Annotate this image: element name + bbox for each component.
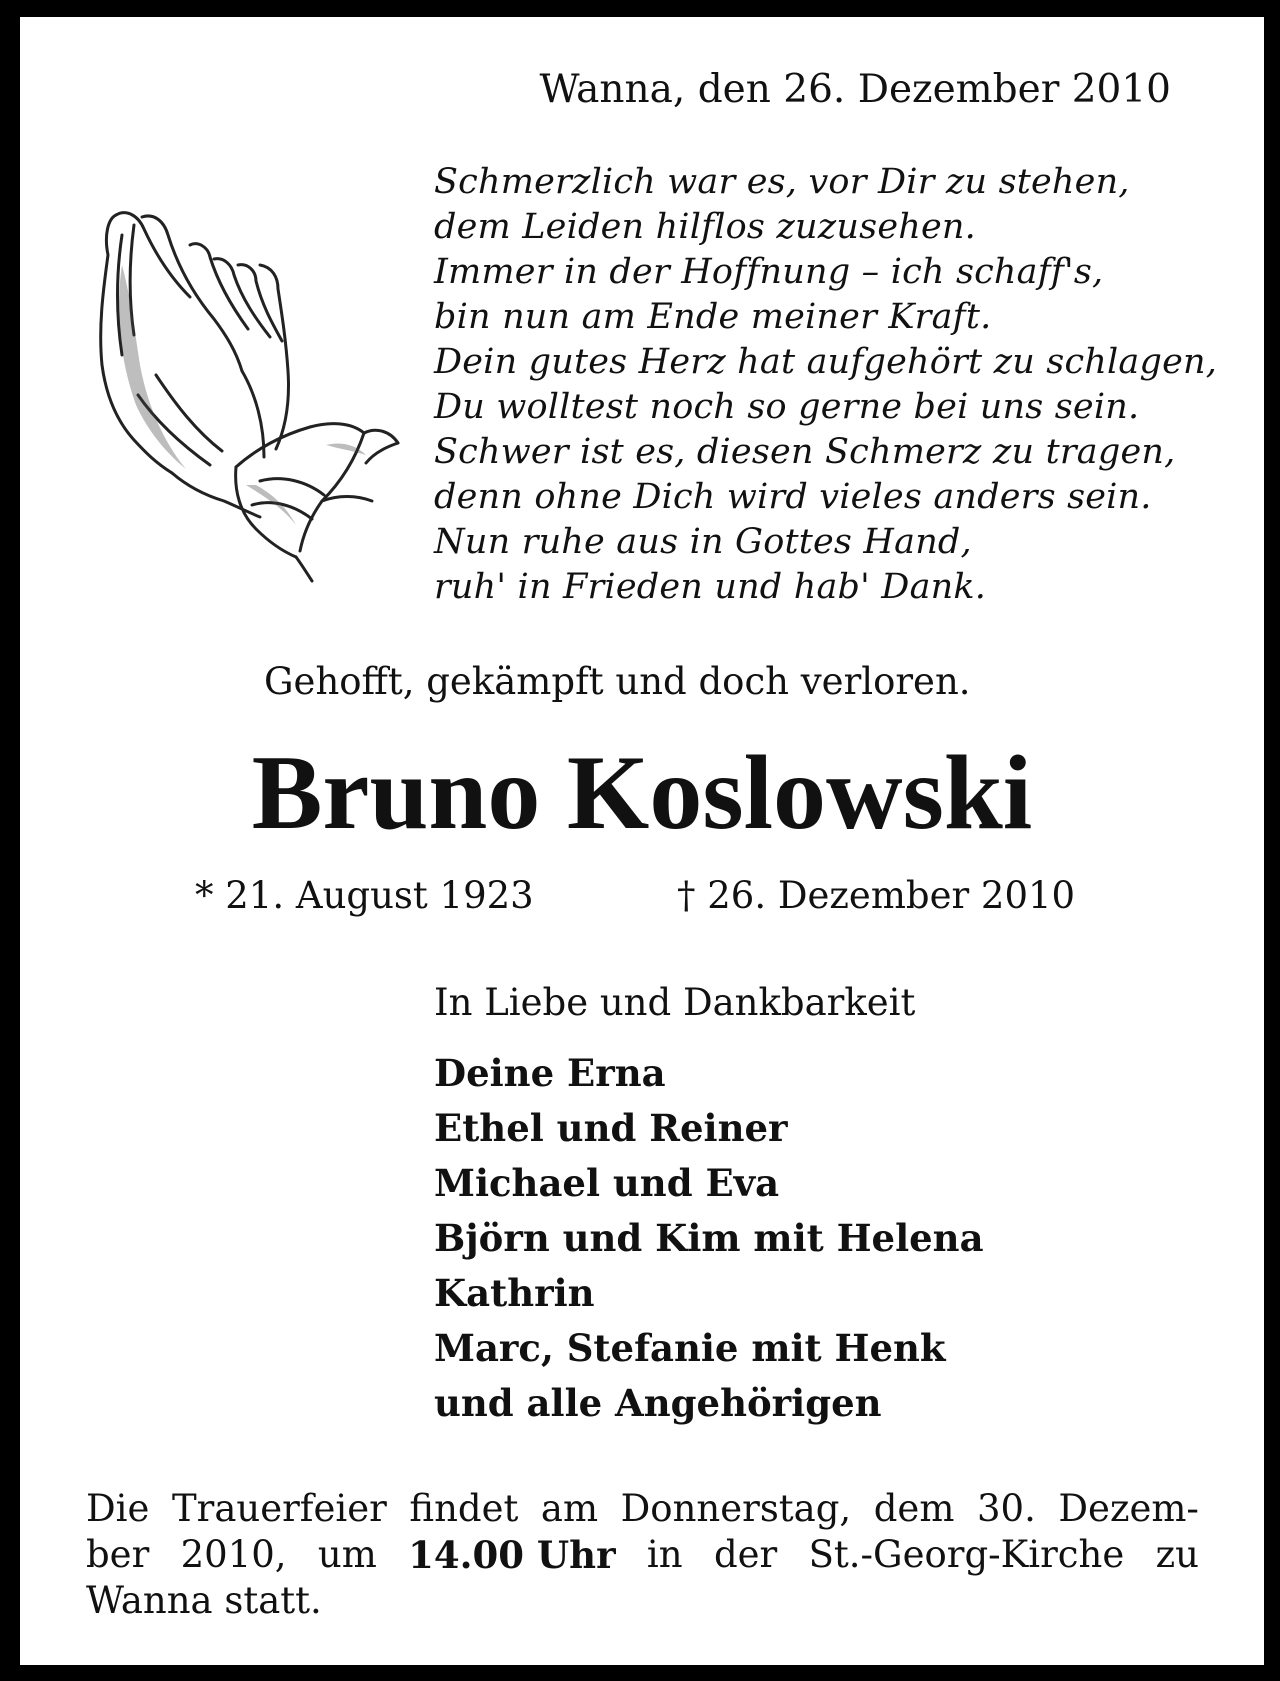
funeral-word: 30. bbox=[976, 1487, 1036, 1530]
funeral-word: am bbox=[540, 1487, 599, 1530]
funeral-word: Dezem- bbox=[1058, 1487, 1199, 1530]
funeral-word: Die bbox=[86, 1487, 150, 1530]
funeral-word: ber bbox=[86, 1533, 150, 1576]
funeral-word: Donnerstag, bbox=[620, 1487, 852, 1530]
poem-line: bin nun am Ende meiner Kraft. bbox=[434, 297, 992, 337]
poem bbox=[434, 160, 1217, 610]
poem-line: denn ohne Dich wird vieles anders sein. bbox=[434, 477, 1152, 517]
funeral-word: zu bbox=[1155, 1533, 1199, 1576]
poem-line: Schwer ist es, diesen Schmerz zu tragen, bbox=[434, 432, 1176, 472]
mourner-name: Deine Erna bbox=[434, 1051, 666, 1095]
mourner-name: Kathrin bbox=[434, 1271, 595, 1315]
funeral-word: findet bbox=[409, 1487, 519, 1530]
poem-line: dem Leiden hilflos zuzusehen. bbox=[434, 207, 976, 247]
funeral-word: dem bbox=[873, 1487, 955, 1530]
mourner-name: Björn und Kim mit Helena bbox=[434, 1216, 984, 1260]
funeral-word: Trauerfeier bbox=[171, 1487, 387, 1530]
mourner-name: Michael und Eva bbox=[434, 1161, 780, 1205]
poem-line: Nun ruhe aus in Gottes Hand, bbox=[434, 522, 972, 562]
deceased-name: Bruno Koslowski bbox=[251, 734, 1033, 851]
funeral-place: Wanna statt. bbox=[86, 1579, 322, 1622]
funeral-line-1 bbox=[86, 1486, 1199, 1532]
funeral-time: 14.00 Uhr bbox=[408, 1533, 616, 1577]
obituary-notice bbox=[20, 17, 1264, 1665]
funeral-line-3 bbox=[86, 1578, 1199, 1624]
poem-line: Du wolltest noch so gerne bei uns sein. bbox=[434, 387, 1140, 427]
funeral-word: St.-Georg-Kirche bbox=[808, 1533, 1125, 1576]
funeral-word: um bbox=[317, 1533, 377, 1576]
mourner-name: Marc, Stefanie mit Henk bbox=[434, 1326, 946, 1370]
poem-line: Schmerzlich war es, vor Dir zu stehen, bbox=[434, 162, 1130, 202]
poem-line: Dein gutes Herz hat aufgehört zu schlagen, bbox=[434, 342, 1218, 382]
poem-line: Immer in der Hoffnung – ich schaff's, bbox=[434, 252, 1104, 292]
birth-date: * 21. August 1923 bbox=[195, 874, 534, 917]
mourner-name: Ethel und Reiner bbox=[434, 1106, 788, 1150]
dateline: Wanna, den 26. Dezember 2010 bbox=[539, 67, 1171, 112]
death-date: † 26. Dezember 2010 bbox=[677, 874, 1076, 917]
mourners-intro: In Liebe und Dankbarkeit bbox=[434, 981, 916, 1024]
mourner-name: und alle Angehörigen bbox=[434, 1381, 882, 1425]
praying-hands-icon bbox=[86, 195, 406, 583]
funeral-line-2 bbox=[86, 1532, 1199, 1578]
funeral-word: in bbox=[646, 1533, 683, 1576]
funeral-word: 2010, bbox=[180, 1533, 287, 1576]
poem-line: ruh' in Frieden und hab' Dank. bbox=[434, 567, 987, 607]
funeral-word: der bbox=[713, 1533, 778, 1576]
mourners-list bbox=[434, 1046, 984, 1431]
funeral-announcement bbox=[86, 1486, 1199, 1624]
motto: Gehofft, gekämpft und doch verloren. bbox=[264, 660, 971, 703]
